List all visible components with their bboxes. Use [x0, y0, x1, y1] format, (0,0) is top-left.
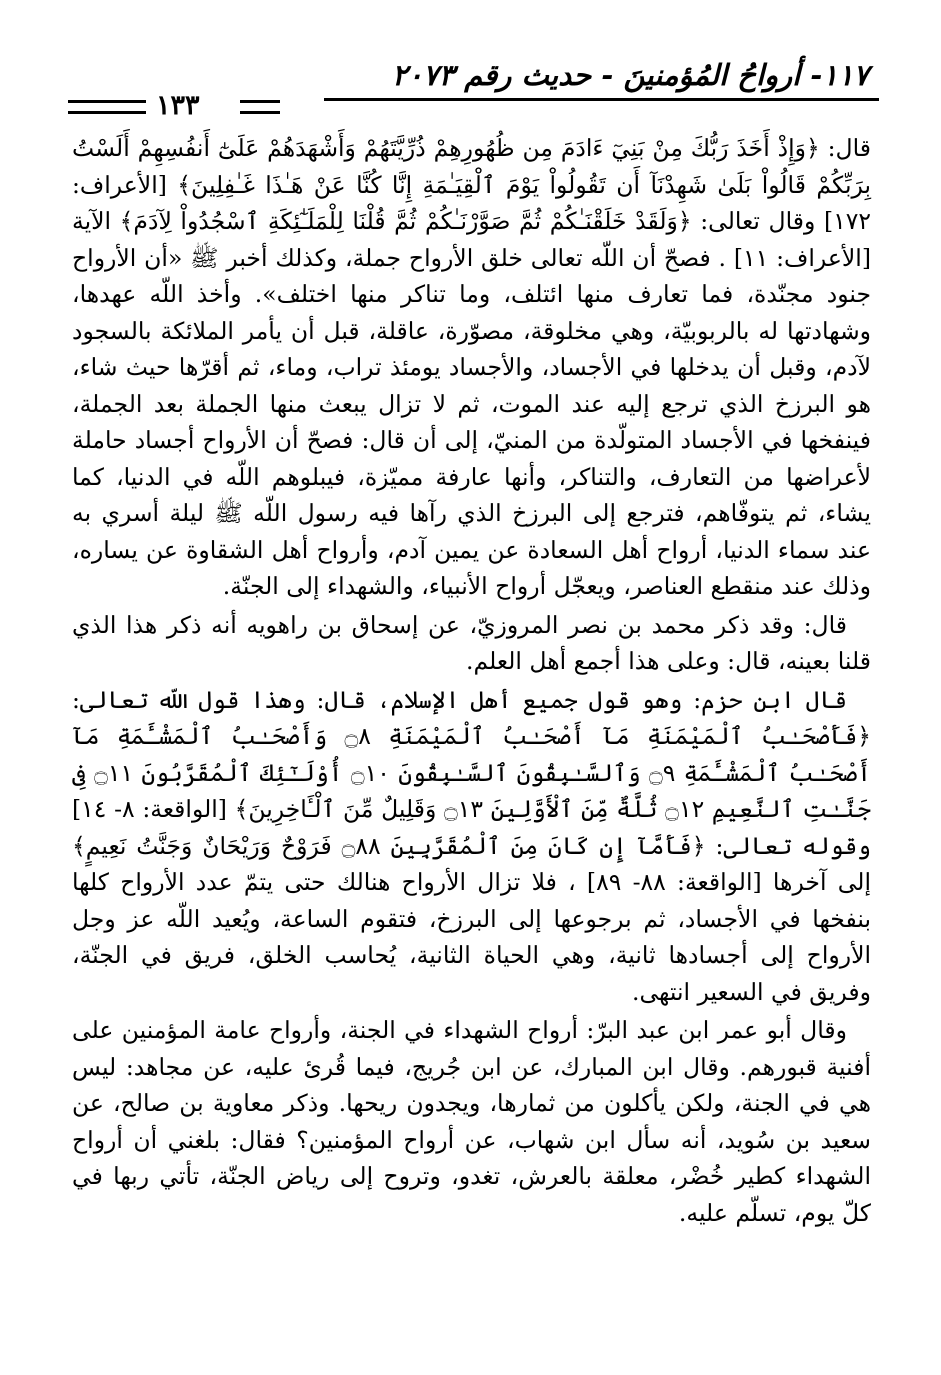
header-rule: [324, 98, 879, 101]
header-double-rule-left: [68, 100, 146, 114]
paragraph: قال: وقد ذكر محمد بن نصر المروزيّ، عن إسحاق بن راهويه أنه ذكر هذا الذي قلنا بعينه، قال: وعلى هذا أجمع أهل العلم.: [72, 610, 871, 675]
paragraph: قال ابن حزم: وهو قول جميع أهل الإسلام، قال: وهذا قول اللّه تعالى: ﴿فَأَصْحَـٰبُ ٱلْمَيْمَنَةِ مَآ أَصْحَـٰبُ ٱلْمَيْمَنَةِ ۝٨ وَأَصْحَـٰبُ ٱلْمَشْـَٔمَةِ مَآ أَصْحَـٰبُ ٱلْمَشْـَٔمَةِ ۝٩ وَٱلسَّـٰبِقُونَ ٱلسَّـٰبِقُونَ ۝١٠ أُوْلَـٰٓئِكَ ٱلْمُقَرَّبُونَ ۝١١ فِى جَنَّـٰتِ ٱلنَّعِيمِ ۝١٢ ثُلَّةٌ مِّنَ ٱلْأَوَّلِينَ ۝١٣ وَقَلِيلٌ مِّنَ ٱلْـَٔاخِرِينَ﴾ [الواقعة: ٨- ١٤] وقوله تعالى: ﴿فَأَمَّآ إِن كَانَ مِنَ ٱلْمُقَرَّبِينَ ۝٨٨ فَرَوْحٌ وَرَيْحَانٌ وَجَنَّتُ نَعِيمٍ﴾ إلى آخرها [الواقعة: ٨٨- ٨٩] ، فلا تزال الأرواح هنالك حتى يتمّ عدد الأرواح كلها بنفخها في الأجساد، ثم برجوعها إلى البرزخ، فتقوم الساعة، ويُعيد اللّه عز وجل الأرواح إلى أجسادها ثانية، وهي الحياة الثانية، يُحاسب الخلق، فريق في الجنّة، وفريق في السعير انتهى.: [72, 685, 872, 1006]
paragraph: قال: ﴿وَإِذْ أَخَذَ رَبُّكَ مِنْ بَنِيٓ ءَادَمَ مِن ظُهُورِهِمْ ذُرِّيَّتَهُمْ وَأَشْهَدَهُمْ عَلَىٰٓ أَنفُسِهِمْ أَلَسْتُ بِرَبِّكُمْ قَالُواْ بَلَىٰ شَهِدْنَآ أَن تَقُولُواْ يَوْمَ ٱلْقِيَـٰمَةِ إِنَّا كُنَّا عَنْ هَـٰذَا غَـٰفِلِينَ﴾ [الأعراف: ١٧٢] وقال تعالى: ﴿وَلَقَدْ خَلَقْنَـٰكُمْ ثُمَّ صَوَّرْنَـٰكُمْ ثُمَّ قُلْنَا لِلْمَلَـٰٓئِكَةِ ٱسْجُدُواْ لِآدَمَ﴾ الآية [الأعراف: ١١] . فصحّ أن اللّه تعالى خلق الأرواح جملة، وكذلك أخبر ﷺ «أن الأرواح جنود مجنّدة، فما تعارف منها ائتلف، وما تناكر منها اختلف». وأخذ اللّه عهدها، وشهادتها له بالربوبيّة، وهي مخلوقة، مصوّرة، عاقلة، قبل أن يأمر الملائكة بالسجود لآدم، وقبل أن يدخلها في الأجساد، والأجساد يومئذ تراب، وماء، ثم أقرّها حيث شاء، هو البرزخ الذي ترجع إليه عند الموت، ثم لا تزال يبعث منها الجملة بعد الجملة، فينفخها في الأجساد المتولّدة من المنيّ، إلى أن قال: فصحّ أن الأرواح أجساد حاملة لأعراضها من التعارف، والتناكر، وأنها عارفة مميّزة، فيبلوهم اللّه في الدنيا، كما يشاء، ثم يتوفّاهم، فترجع إلى البرزخ الذي رآها فيه رسول اللّه ﷺ ليلة أسري به عند سماء الدنيا، أرواح أهل السعادة عن يمين آدم، وأرواح أهل الشقاوة عن يساره، وذلك عند منقطع العناصر، ويعجّل أرواح الأنبياء، والشهداء إلى الجنّة.: [72, 134, 871, 600]
body-text: [72, 130, 871, 1335]
header-double-rule-right: [240, 100, 280, 114]
page-header: [68, 58, 879, 120]
running-title: ١١٧- أرواحُ المُؤمنينَ - حديث رقم ٢٠٧٣: [391, 58, 869, 92]
page-number: ١٣٣: [156, 90, 200, 121]
paragraph: وقال أبو عمر ابن عبد البرّ: أرواح الشهداء في الجنة، وأرواح عامة المؤمنين على أفنية قبورهم. وقال ابن المبارك، عن ابن جُريج، فيما قُرئ عليه، عن مجاهد: ليس هي في الجنة، ولكن يأكلون من ثمارها، ويجدون ريحها. وذكر معاوية بن صالح، عن سعيد بن سُويد، أنه سأل ابن شهاب، عن أرواح المؤمنين؟ فقال: بلغني أن أرواح الشهداء كطير خُضْر، معلقة بالعرش، تغدو، وتروح إلى رياض الجنّة، تأتي ربها في كلّ يوم، تسلّم عليه.: [72, 1016, 871, 1227]
